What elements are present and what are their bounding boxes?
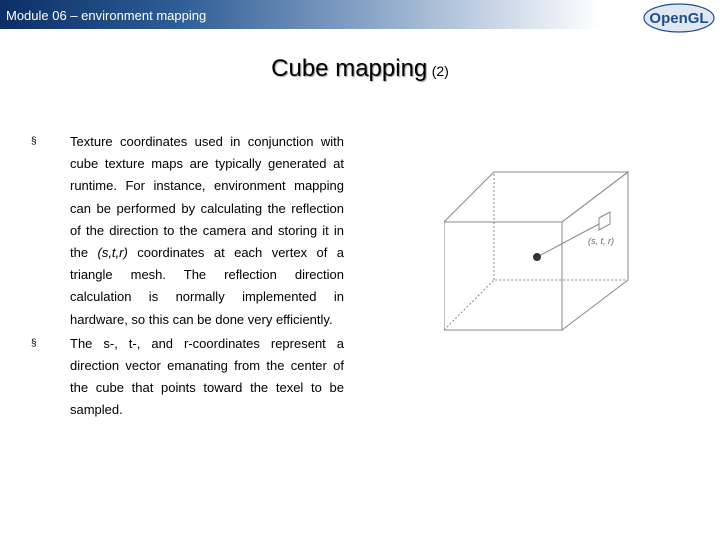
header-bar [0,0,600,29]
texel-label: (s, t, r) [588,236,614,246]
texel-square [599,212,610,230]
bullet-item [26,131,344,331]
bullet-coords-italic: (s,t,r) [97,245,128,261]
slide-title [0,55,720,83]
cube-center-point [533,253,541,261]
cube-hidden-edges [444,280,628,330]
bullet-list [26,131,344,424]
opengl-logo [642,2,716,34]
cube-right-face [562,172,628,330]
bullet-text-end: coordinates at each vertex of a triangle mesh. The reflection direction calculation is normally implemented in hardware, so this can be done very efficiently. [70,245,344,327]
bullet-text: The s-, t-, and r-coordinates represent a direction vector emanating from the center of the cube that points toward the texel to be sampled. [70,335,344,418]
bullet-text: Texture coordinates used in conjunction with cube texture maps are typically generated at runtime. For instance, environment mapping can be performed by calculating the reflection of the direction to the camera and storing it in the [70,134,344,261]
slide-title-suffix: (2) [431,63,449,79]
opengl-logo-text: OpenGL [649,10,709,27]
cube-diagram [444,170,634,332]
slide-title-main: Cube mapping [271,55,428,82]
module-title: Module 06 – environment mapping [6,8,207,23]
cube-front-face [444,222,562,330]
bullet-item [26,333,344,422]
bullet-marker: § [31,337,37,349]
cube-top-face [444,172,628,222]
bullet-marker: § [31,136,37,147]
